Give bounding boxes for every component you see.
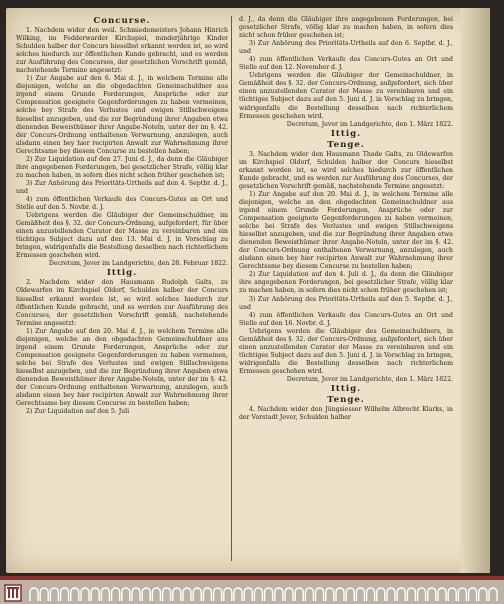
arcade-arch	[203, 588, 211, 601]
arcade-arch	[193, 588, 201, 601]
arcade-arch	[254, 588, 262, 601]
arcade-arch	[122, 588, 130, 601]
arcade-arch	[30, 588, 38, 601]
notice-2-intro: 2. Nachdem wider den Hausmann Rudolph Galts, zu Oldewarfen im Kirchspiel Oldorf, Schulden halber der Concurs hieselbst erkannt worden ist, so wird solches hiedurch zur öffentlichen Kunde gebracht, und es werden zur Ausführung des Concurses, der gesetzlichen Vorschrift gemäß, nachstehende Termine angesetzt:	[16, 279, 228, 327]
arcade-arch	[418, 588, 426, 601]
arcade-arch	[346, 588, 354, 601]
arcade-arch	[397, 588, 405, 601]
arcade-arch	[489, 588, 497, 601]
arcade-arch	[448, 588, 456, 601]
arcade-arch	[326, 588, 334, 601]
library-footer-bar	[0, 576, 504, 604]
arcade-arch	[377, 588, 385, 601]
arcade-arch	[336, 588, 344, 601]
signature-tenge-1: Tenge.	[327, 139, 365, 150]
notice-2-term-1: 1) Zur Angabe auf den 20. Mai d. J., in welchem Termine alle diejenigen, welche an den obgedachten Gemeinschuldner aus irgend einem Grunde Forderungen, Ansprüche oder zur Compensation geeignete Gegenforderungen zu haben vermeinen, solche bei Strafe des Verlustes und ewigen Stillschweigens hieselbst anzugeben, und die zur Begründung ihrer Angaben etwa dienenden Beweisthümer ihrer Angabe-Noteln, unter der im §. 42. der Concurs-Ordnung enthaltenen Verwarnung, anzulegen, auch alsdann einen bey hier recipirten Anwalt zur Wahrnehmung ihrer Gerechtsame bey diesem Concurse zu bestellen haben;	[16, 327, 228, 408]
notice-2-curator: Uebrigens werden die Gläubiger der Gemeinschuldner, in Gemäßheit des §. 32. der Concurs-Ordnung, aufgefordert, sich über einen anzustellenden Curator der Masse zu vereinbaren und ein tüchtiges Subject dazu auf den 5. Juni d. J. in Vorschlag zu bringen, widrigenfalls die Bestellung desselben nach richterlichem Ermessen geschehen wird.	[239, 72, 453, 120]
signature-ittig-1: Ittig.	[106, 268, 138, 279]
arcade-arch	[265, 588, 273, 601]
arcade-arch	[285, 588, 293, 601]
arcade-arch	[224, 588, 232, 601]
arcade-arch	[316, 588, 324, 601]
arcade-arch	[438, 588, 446, 601]
arcade-arch	[295, 588, 303, 601]
notice-2-decretum: Decretum, Jever im Landgerichte, den 1. März 1822.	[286, 120, 453, 128]
arcade-arch	[81, 588, 89, 601]
arcade-arch	[458, 588, 466, 601]
right-column	[239, 16, 453, 564]
arcade-arch	[234, 588, 242, 601]
arcade-arch	[50, 588, 58, 601]
notice-1-term-4: 4) zum öffentlichen Verkaufe des Concurs-Gutes an Ort und Stelle auf den 5. Novbr. d. J.	[16, 195, 228, 212]
notice-3-intro: 3. Nachdem wider den Hausmann Thade Galts, zu Oldewarfen im Kirchspiel Oldorf, Schulden halber der Concurs hieselbst erkannt worden ist, so wird solches hiedurch zur öffentlichen Kunde gebracht, und es werden zur Ausführung des Concurses, der gesetzlichen Vorschrift gemäß, nachstehende Termine angesetzt:	[239, 150, 453, 190]
column-divider	[231, 16, 232, 561]
arcade-arch	[214, 588, 222, 601]
notice-1-term-3: 3) Zur Anhörung des Prioritäts-Urtheils auf den 4. Septbr. d. J., und	[16, 179, 228, 195]
notice-1-term-1: 1) Zur Angabe auf den 6. Mai d. J., in welchem Termine alle diejenigen, welche an die obgedachten Gemeinschuldner aus irgend einem Grunde Forderungen, Ansprüche oder zur Compensation geeignete Gegenforderungen zu haben vermeinen, solche bey Strafe des Verlustes und ewigen Stillschweigens hieselbst anzugeben, und die zur Begründung ihrer Angaben etwa dienenden Beweisthümer ihrer Angabe-Noteln, unter der im §. 42. der Concurs-Ordnung enthaltenen Verwarnung, anzulegen, auch alsdann einen bey hier recipirten Anwalt zur Wahrnehmung ihrer Gerechtsame bey diesem Concurse zu bestellen haben;	[16, 75, 228, 155]
notice-3-term-1: 1) Zur Angabe auf den 20. Mai d. J., in welchem Termine alle diejenigen, welche an den obgedachten Gemeinschuldner aus irgend einem Grunde Forderungen, Ansprüche oder zur Compensation geeignete Gegenforderungen zu haben vermeinen, solche bei Strafe des Verlustes und ewigen Stillschweigens hieselbst anzugeben, und die zur Begründung ihrer Angaben etwa dienenden Beweisthümer ihrer Angabe-Noteln, unter der im §. 42. der Concurs-Ordnung enthaltenen Verwarnung, anzulegen, auch alsdann einen bey hier recipirten Anwalt zur Wahrnehmung ihrer Gerechtsame bey diesem Concurse zu bestellen haben;	[239, 190, 453, 271]
arcade-arch	[356, 588, 364, 601]
notice-3-term-2: 2) Zur Liquidation auf den 4. Juli d. J., da denn die Gläubiger ihre angegebenen Forderungen, bei gesetzlicher Strafe, völlig klar zu machen haben, in sofern dies nicht schon früher geschehen ist;	[239, 271, 453, 295]
heading-concurse: Concurse.	[93, 16, 151, 26]
notice-1-decretum: Decretum, Jever im Landgerichte, den 28. Februar 1822.	[48, 260, 228, 268]
arcade-ornament-icon	[28, 584, 498, 602]
arcade-arch	[479, 588, 487, 601]
library-logo-icon	[4, 584, 22, 602]
notice-2-term-4: 4) zum öffentlichen Verkaufe des Concurs-Gutes an Ort und Stelle auf den 12. November d. J.	[239, 56, 453, 72]
arcade-arch	[173, 588, 181, 601]
notice-3-curator: Uebrigens werden die Gläubiger des Gemeinschuldners, in Gemäßheit des §. 32. der Concurs-Ordnung, aufgefordert, sich über einen anzustellenden Curator der Masse zu vereinbaren und ein tüchtiges Subject dazu auf den 5. Juni d. J. in Vorschlag zu bringen, widrigenfalls die Bestellung desselben nach richterlichem Ermessen geschehen wird.	[239, 327, 453, 375]
arcade-arch	[152, 588, 160, 601]
notice-4-intro: 4. Nachdem wider den Jüngsiesser Wilhelm Albrecht Klarks, in der Vorstadt Jever, Schulden halber	[239, 406, 453, 422]
notice-2-term-2-start: 2) Zur Liquidation auf den 5. Juli	[26, 408, 130, 416]
arcade-arch	[469, 588, 477, 601]
page-edge-shadow	[460, 8, 490, 573]
arcade-arch	[387, 588, 395, 601]
arcade-arch	[407, 588, 415, 601]
notice-1-intro: 1. Nachdem wider den weil. Schmiedemeisters Johann Hinrich Wilking, im Fedderwarder Kirchspiel, minderjährige Kinder Schulden halber der Concurs hieselbst erkannt worden ist, so wird solches hiedurch zur öffentlichen Kunde gebracht, und es werden zur Ausführung des Concurses, der gesetzlichen Vorschrift gemäß, nachstehende Termine angesetzt:	[16, 27, 228, 75]
signature-tenge-2: Tenge.	[327, 395, 365, 406]
notice-2-term-3: 3) Zur Anhörung des Prioritäts-Urtheils auf den 6. Septbr. d. J., und	[239, 40, 453, 56]
arcade-arch	[91, 588, 99, 601]
signature-ittig-3: Ittig.	[330, 384, 362, 395]
arcade-arch	[305, 588, 313, 601]
arcade-arch	[71, 588, 79, 601]
arcade-arch	[163, 588, 171, 601]
notice-3-term-3: 3) Zur Anhörung des Prioritäts-Urtheils auf den 5. Septbr. d. J., und	[239, 295, 453, 311]
notice-2-term-2-cont: d. J., da denn die Gläubiger ihre angegebenen Forderungen, bei gesetzlicher Strafe, völlig klar zu machen haben, in sofern dies nicht schon früher geschehen ist;	[239, 16, 453, 40]
signature-ittig-2: Ittig.	[330, 128, 362, 139]
left-column	[16, 16, 228, 564]
notice-3-term-4: 4) zum öffentlichen Verkaufe des Concurs-Gutes an Ort und Stelle auf den 16. Novbr. d. J.	[239, 311, 453, 327]
notice-1-curator: Uebrigens werden die Gläubiger der Gemeinschuldner, im Gemäßheit des §. 32. der Concurs-Ordnung, aufgefordert, für über einen anzustellenden Curator der Masse zu vereinbaren und ein tüchtiges Subject dazu auf den 13. Mai d. J. in Vorschlag zu bringen, widrigenfalls die Bestellung desselben nach richterlichem Ermessen geschehen wird.	[16, 212, 228, 260]
arcade-arch	[428, 588, 436, 601]
notice-1-term-2: 2) Zur Liquidation auf den 27. Juni d. J., da denn die Gläubiger ihre angegebenen Forderungen, bei gesetzlicher Strafe, völlig klar zu machen haben, in sofern dies nicht schon früher geschehen ist;	[16, 155, 228, 179]
notice-3-decretum: Decretum, Jever im Landgerichte, den 1. März 1822.	[286, 375, 453, 383]
arcade-arch	[101, 588, 109, 601]
arcade-arch	[61, 588, 69, 601]
arcade-arch	[275, 588, 283, 601]
arcade-arch	[367, 588, 375, 601]
arcade-arch	[132, 588, 140, 601]
arcade-arch	[244, 588, 252, 601]
arcade-arch	[112, 588, 120, 601]
footer-accent-band	[0, 576, 504, 580]
arcade-arch	[183, 588, 191, 601]
arcade-arch	[142, 588, 150, 601]
arcade-arch	[40, 588, 48, 601]
